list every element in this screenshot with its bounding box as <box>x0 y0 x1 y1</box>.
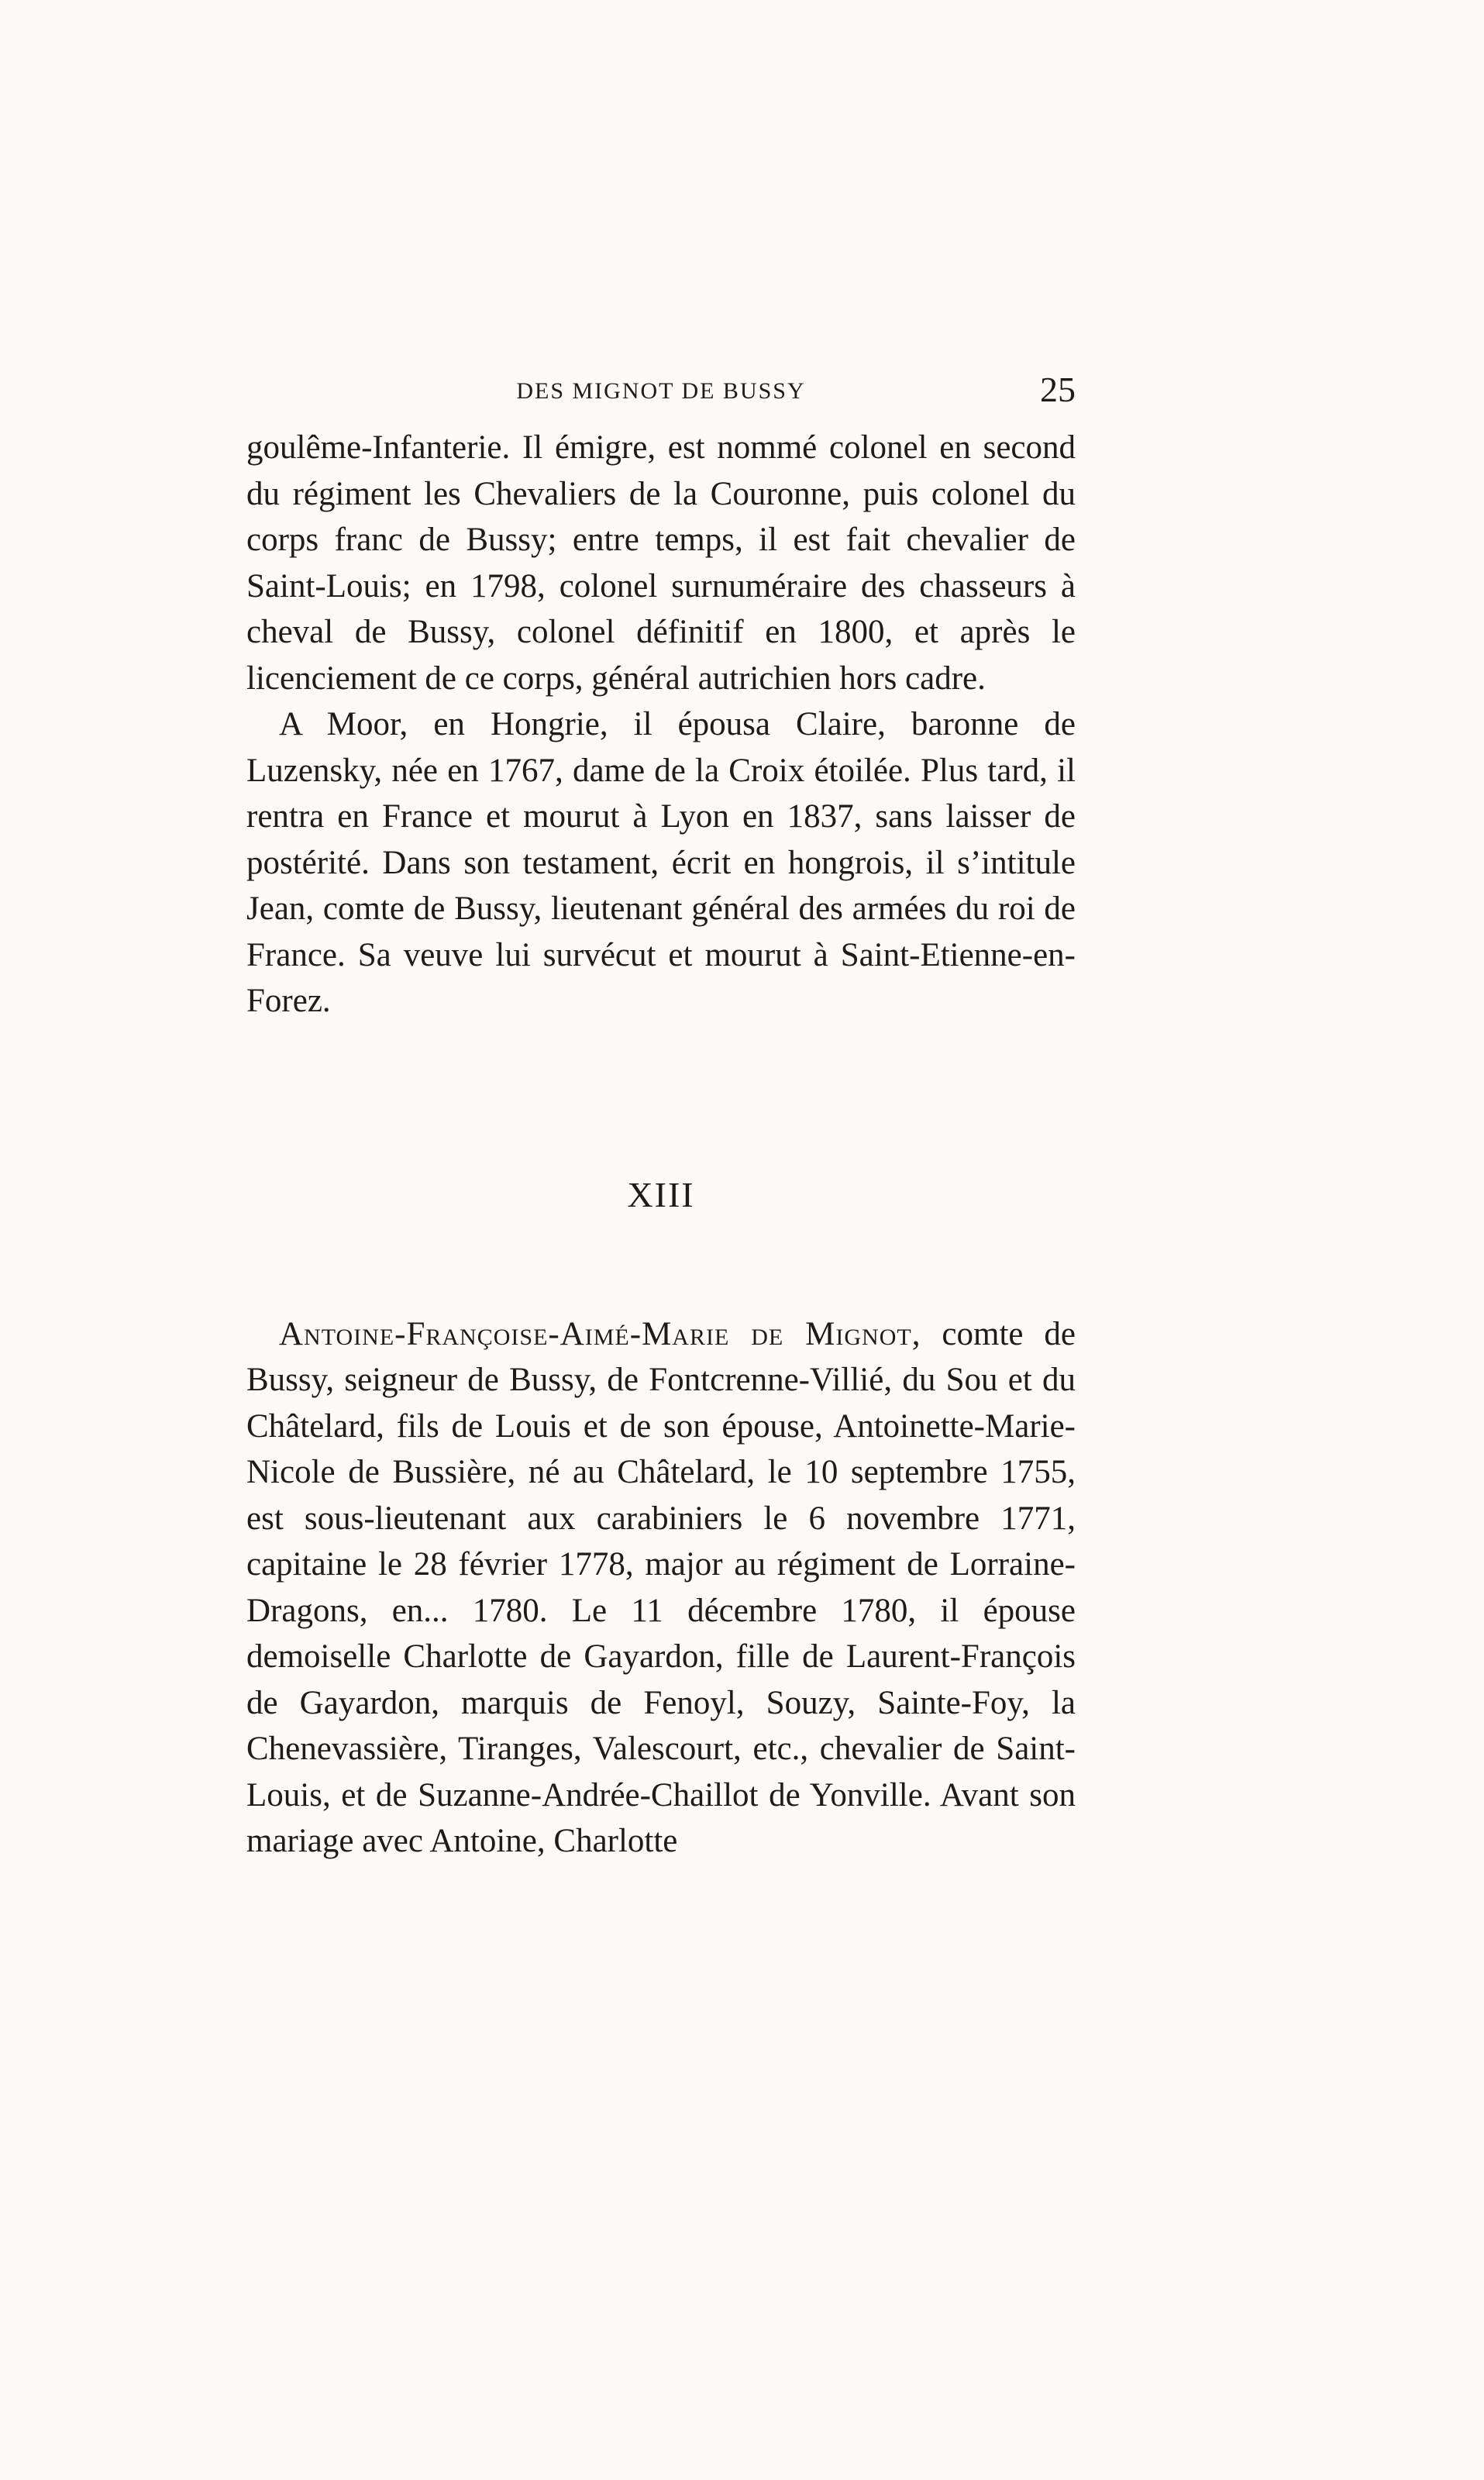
running-head <box>246 364 1076 418</box>
chapter-heading: XIII <box>627 1174 695 1214</box>
text-block <box>246 425 1076 1025</box>
book-page <box>246 364 1076 1865</box>
paragraph-continuation: goulême-Infanterie. Il émigre, est nommé colonel en second du régiment les Chevaliers de la Couronne, puis colonel du corps franc de Bussy; entre temps, il est fait chevalier de Saint-Louis; en 1798, colonel surnuméraire des chasseurs à cheval de Bussy, colonel définitif en 1800, et après le licenciement de ce corps, général autrichien hors cadre. <box>246 429 1076 697</box>
running-title: DES MIGNOT DE BUSSY <box>516 378 806 404</box>
chapter-paragraph <box>246 1311 1076 1865</box>
chapter-body: comte de Bussy, seigneur de Bussy, de Fontcrenne-Villié, du Sou et du Châtelard, fils de Louis et de son épouse, Antoinette-Marie-Nicole de Bussière, né au Châtelard, le 10 septembre 1755, est sous-lieutenant aux carabiniers le 6 novembre 1771, capitaine le 28 février 1778, major au régiment de Lorraine-Dragons, en... 1780. Le 11 décembre 1780, il épouse demoiselle Charlotte de Gayardon, fille de Laurent-François de Gayardon, marquis de Fenoyl, Souzy, Sainte-Foy, la Chenevassière, Tiranges, Valescourt, etc., chevalier de Saint-Louis, et de Suzanne-Andrée-Chaillot de Yonville. Avant son mariage avec Antoine, Charlotte <box>246 1315 1076 1859</box>
paragraph-moor: A Moor, en Hongrie, il épousa Claire, baronne de Luzensky, née en 1767, dame de la Croix étoilée. Plus tard, il rentra en France et mourut à Lyon en 1837, sans laisser de postérité. Dans son testament, écrit en hongrois, il s’intitule Jean, comte de Bussy, lieutenant général des armées du roi de France. Sa veuve lui survécut et mourut à Saint-Etienne-en-Forez. <box>246 706 1076 1019</box>
page-number: 25 <box>1040 370 1076 409</box>
lead-name: Antoine-Françoise-Aimé-Marie de Mignot, <box>279 1315 921 1352</box>
